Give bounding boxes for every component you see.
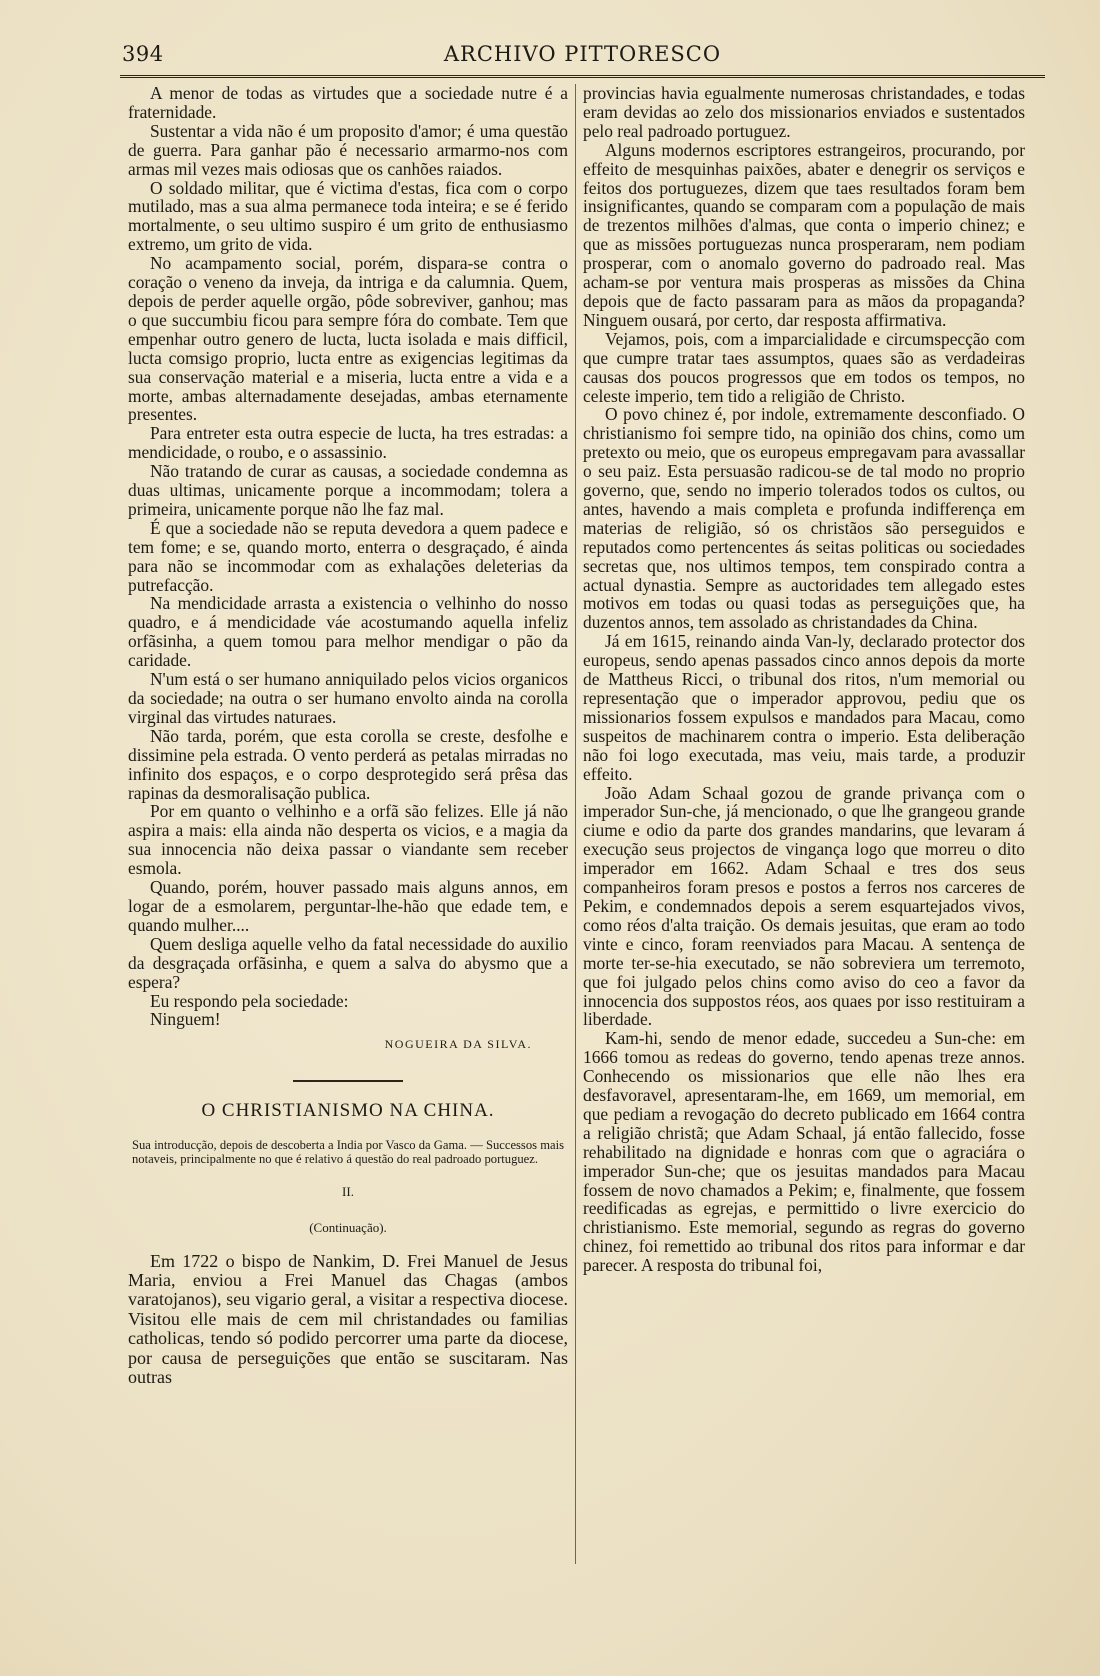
article-title: O CHRISTIANISMO NA CHINA. [201,1100,495,1122]
paragraph: Sustentar a vida não é um proposito d'amor; é uma questão de guerra. Para ganhar pão é necessario armarmo-nos com armas mil vezes mais odiosas que os canhões raiados. [128,120,568,179]
paragraph: Não tratando de curar as causas, a sociedade condemna as duas ultimas, unicamente porque a incommodam; tolera a primeira, unicamente porque não lhe faz mal. [128,461,568,519]
paragraph: Quando, porém, houver passado mais alguns annos, em logar de a esmolarem, perguntar-lhe-hão que edade tem, e quando mulher.... [128,877,568,935]
right-column [583,84,1025,1275]
article-subtitle: Sua introducção, depois de descoberta a India por Vasco da Gama. — Successos mais notaveis, principalmente no que é relativo á questão do real padroado portuguez. [132,1138,564,1166]
paragraph: Para entreter esta outra especie de lucta, ha tres estradas: a mendicidade, o roubo, e o assassinio. [128,423,568,463]
section-separator [293,1080,403,1082]
paragraph: Já em 1615, reinando ainda Van-ly, declarado protector dos europeus, sendo apenas passados cinco annos depois da morte de Mattheus Ricci, o tribunal dos ritos, n'um memorial ou representação que o imperador approvou, pediu que os missionarios fossem expulsos e mandados para Macau, como suspeitos de machinarem contra o imperio. Esta deliberação não foi logo executada, mas veiu, mais tarde, a produzir effeito. [583,631,1025,784]
paragraph: N'um está o ser humano anniquilado pelos vicios organicos da sociedade; na outra o ser humano envolto ainda na corolla virginal das virtudes naturaes. [128,669,568,727]
paragraph: O povo chinez é, por indole, extremamente desconfiado. O christianismo foi sempre tido, na opinião dos chins, como um pretexto ou meio, que os europeus empregavam para avassallar o seu paiz. Esta persuasão radicou-se de tal modo no proprio governo, que, sendo no imperio tolerados todos os cultos, ou antes, havendo a mais completa e profunda indifferença em materias de religião, só os christãos são perseguidos e reputados como pertencentes ás seitas politicas ou sociedades secretas que, nos ultimos tempos, tem conspirado contra a actual dynastia. Sempre as auctoridades tem allegado estes motivos em todas ou quasi todas as perseguições que, ha duzentos annos, tem assolado as christandades da China. [583,404,1025,633]
paragraph: É que a sociedade não se reputa devedora a quem padece e tem fome; e se, quando morto, enterra o desgraçado, é ainda para não se incommodar com as exhalações deleterias da putrefacção. [128,517,568,595]
left-column [128,84,568,1387]
paragraph: Alguns modernos escriptores estrangeiros, procurando, por effeito de mesquinhas paixões, abater e denegrir os serviços e feitos dos portuguezes, dizem que taes resultados foram bem insignificantes, quando se comparam com a população de mais de trezentos milhões d'almas, que conta o imperio chinez; e que as missões portuguezas nunca prosperaram, nem podiam prosperar, com o anomalo governo do padroado real. Mas acham-se por ventura mais prosperas as missões da China depois que de facto passaram para as mãos da propaganda? Ninguem ousará, por certo, dar resposta affirmativa. [583,139,1025,330]
paragraph: provincias havia egualmente numerosas christandades, e todas eram devidas ao zelo dos missionarios enviados e sustentados pelo real padroado portuguez. [583,83,1025,141]
paragraph: João Adam Schaal gozou de grande privança com o imperador Sun-che, já mencionado, o que lhe grangeou grande ciume e odio da parte dos grandes mandarins, que levaram á execução seus projectos de vingança logo que morreu o dito imperador em 1662. Adam Schaal e tres dos seus companheiros foram presos e postos a ferros nos carceres de Pekim, e condemnados depois a serem esquartejados vivos, como réos d'alta traição. Os demais jesuitas, que eram ao todo vinte e cinco, foram reenviados para Macau. A sentença de morte ter-se-hia executado, se não sobreviera um terremoto, que foi julgado pelos chins como aviso do ceo a favor da innocencia dos suppostos réos, aos quaes por isso restituiram a liberdade. [583,782,1025,1030]
column-divider [575,84,576,1564]
paragraph: Vejamos, pois, com a imparcialidade e circumspecção com que cumpre tratar taes assumptos, quaes são as verdadeiras causas dos poucos progressos que em todos os tempos, no celeste imperio, tem tido a religião de Christo. [583,328,1025,406]
paragraph: Não tarda, porém, que esta corolla se creste, desfolhe e dissimine pela estrada. O vento perderá as petalas mirradas no infinito dos espaços, e o corpo desprotegido será prêsa das rapinas da desmoralisação publica. [128,725,568,803]
closing-line: Ninguem! [150,1009,221,1030]
header-rule [120,75,1045,78]
paragraph: Em 1722 o bispo de Nankim, D. Frei Manuel de Jesus Maria, enviou a Frei Manuel das Chagas (ambos varatojanos), seu vigario geral, a visitar a respectiva diocese. Visitou elle mais de cem mil christandades ou familias catholicas, tendo só podido percorrer uma parte da diocese, por causa de perseguições que então se suscitaram. Nas outras [128,1250,568,1387]
page-number: 394 [122,42,164,66]
author-signature: NOGUEIRA DA SILVA. [384,1037,532,1052]
running-title: ARCHIVO PITTORESCO [443,42,722,66]
paragraph: A menor de todas as virtudes que a sociedade nutre é a fraternidade. [128,83,568,122]
page-header [120,38,1045,74]
paragraph: No acampamento social, porém, dispara-se contra o coração o veneno da inveja, da intriga e da calumnia. Quem, depois de perder aquelle orgão, pôde sobreviver, ganhou; mas o que succumbiu ficou para sempre fóra do combate. Tem que empenhar outro genero de lucta, lucta isolada e mais difficil, lucta comsigo proprio, lucta entre as exigencias legitimas da sua conservação material e a miseria, lucta entre a vida e a morte, ambas alternadamente desejadas, ambas eternamente presentes. [128,253,568,425]
continuation-label: (Continuação). [309,1219,387,1235]
paragraph: Na mendicidade arrasta a existencia o velhinho do nosso quadro, e á mendicidade váe acostumando aquella infeliz orfãsinha, a quem tomou para melhor mendigar o pão da caridade. [128,593,568,671]
paragraph: Por em quanto o velhinho e a orfã são felizes. Elle já não aspira a mais: ella ainda não desperta os vicios, e a magia da sua innocencia não deixa passar o viandante sem receber esmola. [128,801,568,879]
section-number: II. [342,1183,354,1199]
closing-line: Eu respondo pela sociedade: [150,990,349,1011]
paragraph: Quem desliga aquelle velho da fatal necessidade do auxilio da desgraçada orfãsinha, e quem a salva do abysmo que a espera? [128,933,568,992]
paragraph: O soldado militar, que é victima d'estas, fica com o corpo mutilado, mas a sua alma permanece toda inteira; e se é ferido mortalmente, o seu ultimo suspiro é um grito de enthusiasmo extremo, um grito de vida. [128,177,568,255]
paragraph: Kam-hi, sendo de menor edade, succedeu a Sun-che: em 1666 tomou as redeas do governo, tendo apenas treze annos. Conhecendo os missionarios que elle não lhes era desfavoravel, apresentaram-lhe, em 1669, um memorial, em que pediam a revogação do decreto publicado em 1664 contra a religião christã; que Adam Schaal, já então fallecido, fosse rehabilitado na dignidade e honras com que o agraciára o imperador Sun-che; que os jesuitas mandados para Macau fossem de novo chamados a Pekim; e, finalmente, que fossem reedificadas as egrejas, e permittido o livre exercicio do christianismo. Este memorial, segundo as regras do governo chinez, foi remettido ao tribunal dos ritos para informar e dar parecer. A resposta do tribunal foi, [583,1028,1025,1276]
